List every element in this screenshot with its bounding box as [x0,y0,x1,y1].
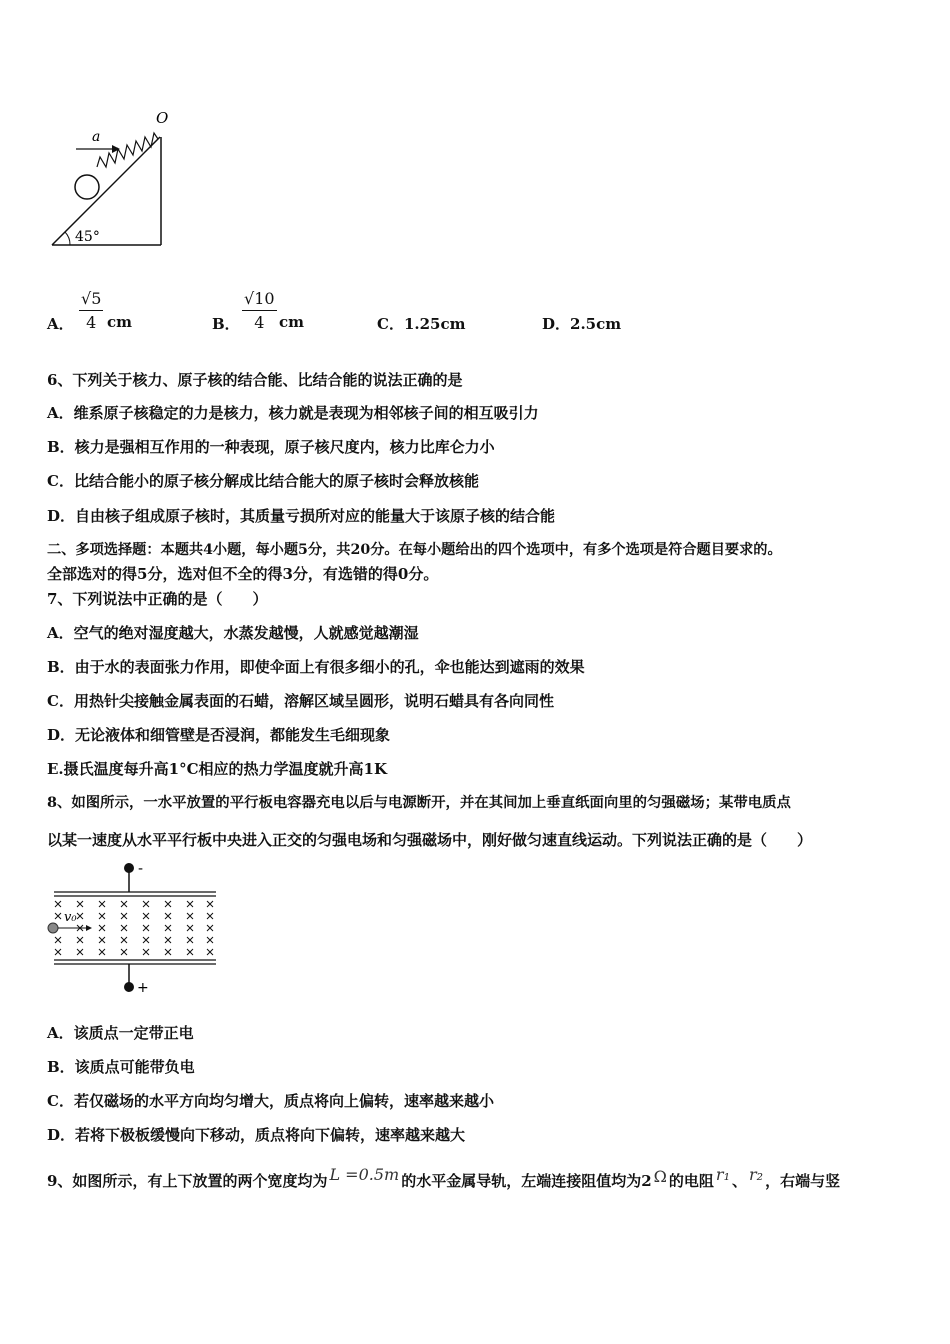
field-cross [165,913,171,919]
field-cross [165,949,171,955]
q9-math-length: L =0.5m [329,1165,400,1184]
q9-part2: 的水平金属导轨，左端连接阻值均为2 [401,1172,652,1190]
field-cross [207,937,213,943]
q9-part4: 、 [731,1172,747,1190]
fraction-bar [79,310,103,311]
q6-option-d: D．自由核子组成原子核时，其质量亏损所对应的能量大于该原子核的结合能 [47,507,556,525]
field-cross [55,913,61,919]
q6-option-b: B．核力是强相互作用的一种表现，原子核尺度内，核力比库仑力小 [47,438,495,456]
label-minus: - [138,861,144,877]
field-cross [187,937,193,943]
label-o: O [156,109,169,127]
q6-option-c: C．比结合能小的原子核分解成比结合能大的原子核时会释放核能 [47,472,479,490]
field-cross [165,901,171,907]
accel-arrow-head [112,145,120,153]
q5-option-b-label: B． [212,315,240,333]
field-cross [121,925,127,931]
angle-arc [65,232,70,245]
spring [97,133,158,167]
field-cross [121,949,127,955]
q5-option-b-unit: cm [279,313,305,331]
q7-stem: 7、下列说法中正确的是（ ） [47,590,268,608]
field-cross [187,925,193,931]
label-angle: 45° [75,229,100,245]
incline-surface [52,137,160,245]
q9-part1: 9、如图所示，有上下放置的两个宽度均为 [47,1172,328,1190]
field-cross [77,913,83,919]
field-cross [187,901,193,907]
field-cross [143,925,149,931]
bottom-terminal [124,982,134,992]
q8-option-d: D．若将下极板缓慢向下移动，质点将向下偏转，速率越来越大 [47,1126,466,1144]
field-cross [143,901,149,907]
q5-option-b-fraction [242,289,277,332]
q7-option-d: D．无论液体和细管壁是否浸润，都能发生毛细现象 [47,726,391,744]
field-cross [77,949,83,955]
field-cross [55,949,61,955]
q5-options-row [47,289,747,339]
q8-option-a: A．该质点一定带正电 [47,1024,194,1042]
section2-line1: 二、多项选择题：本题共4小题，每小题5分，共20分。在每小题给出的四个选项中，有多个选项是符合题目要求的。 [47,542,782,558]
field-cross [143,937,149,943]
q5-option-a-fraction [79,289,103,332]
field-cross [99,925,105,931]
field-cross [143,913,149,919]
q9-math-r2: r₂ [749,1165,764,1184]
q5-option-d: D．2.5cm [542,315,622,333]
field-cross [77,901,83,907]
top-terminal [124,863,134,873]
q8-stem-line1: 8、如图所示，一水平放置的平行板电容器充电以后与电源断开，并在其间加上垂直纸面向里的匀强磁场；某带电质点 [47,794,791,811]
field-cross [99,913,105,919]
field-cross [99,949,105,955]
q8-stem-line2: 以某一速度从水平平行板中央进入正交的匀强电场和匀强磁场中，刚好做匀速直线运动。下列说法正确的是（ ） [47,831,813,849]
field-cross [121,913,127,919]
label-plus: + [137,980,149,996]
label-a: a [92,129,101,145]
q9-part5: ，右端与竖 [765,1172,841,1190]
field-cross [121,901,127,907]
field-cross [207,901,213,907]
q8-option-b: B．该质点可能带负电 [47,1058,195,1076]
field-cross [207,949,213,955]
field-cross [143,949,149,955]
field-cross [207,925,213,931]
field-cross [187,949,193,955]
field-cross [165,937,171,943]
incline-spring-figure [40,105,190,255]
q5-option-a-num: √5 [81,289,102,308]
velocity-arrow-head [86,925,92,931]
fraction-bar [242,310,277,311]
q6-stem: 6、下列关于核力、原子核的结合能、比结合能的说法正确的是 [47,371,463,389]
charged-particle [48,923,58,933]
field-cross [55,901,61,907]
capacitor-field-figure [44,858,224,998]
q9-math-ohm: Ω [653,1167,667,1186]
q5-option-a-unit: cm [107,313,133,331]
q8-option-c: C．若仅磁场的水平方向均匀增大，质点将向上偏转，速率越来越小 [47,1092,494,1110]
q5-option-a-label: A． [47,315,74,333]
q9-part3: 的电阻 [668,1172,714,1190]
q7-option-e: E.摄氏温度每升高1°C相应的热力学温度就升高1K [47,760,388,778]
field-cross [99,901,105,907]
q5-option-a-den: 4 [86,313,97,332]
q5-option-b-num: √10 [244,289,275,308]
field-cross [55,937,61,943]
field-cross [207,913,213,919]
q5-option-b-den: 4 [254,313,265,332]
label-v0: v₀ [64,910,77,925]
field-cross [77,937,83,943]
field-cross [121,937,127,943]
q7-option-a: A．空气的绝对湿度越大，水蒸发越慢，人就感觉越潮湿 [47,624,419,642]
field-cross [99,937,105,943]
ball [75,175,99,199]
q7-option-c: C．用热针尖接触金属表面的石蜡，溶解区域呈圆形，说明石蜡具有各向同性 [47,692,554,710]
q9-math-r1: r₁ [715,1165,730,1184]
section2-line2: 全部选对的得5分，选对但不全的得3分，有选错的得0分。 [47,565,439,583]
q5-option-c: C．1.25cm [377,315,466,333]
q6-option-a: A．维系原子核稳定的力是核力，核力就是表现为相邻核子间的相互吸引力 [47,404,539,422]
q9-stem [47,1165,841,1190]
field-cross [165,925,171,931]
q7-option-b: B．由于水的表面张力作用，即使伞面上有很多细小的孔，伞也能达到遮雨的效果 [47,658,585,676]
field-cross [187,913,193,919]
